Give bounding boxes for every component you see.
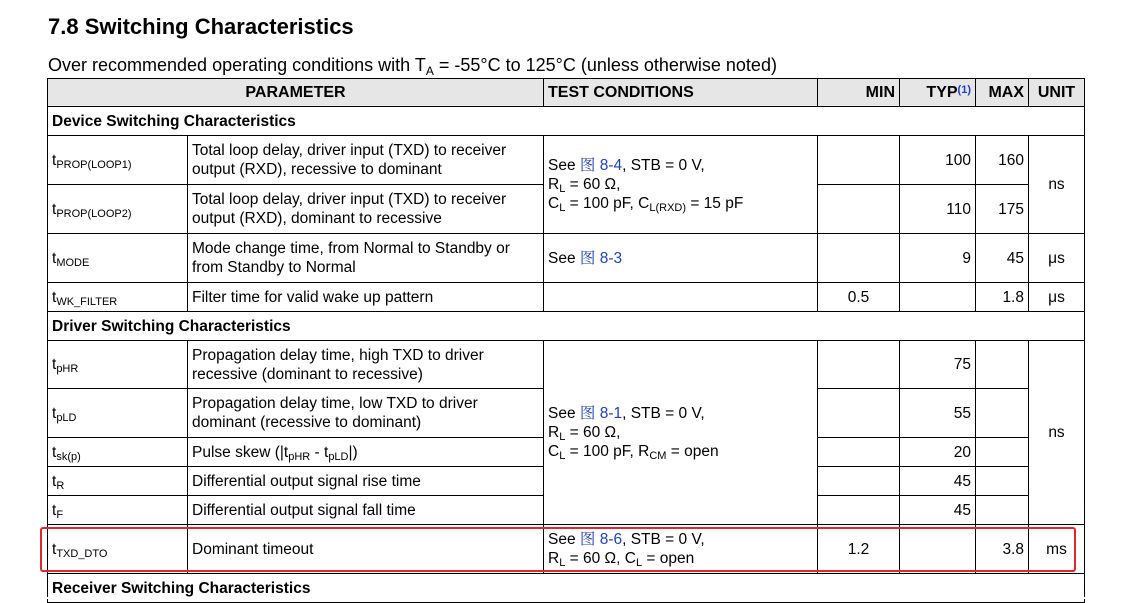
unit-value: ns xyxy=(1029,341,1085,525)
figure-link[interactable]: 图 8-3 xyxy=(579,249,623,267)
section-receiver: Receiver Switching Characteristics xyxy=(48,574,1085,603)
typ-value: 20 xyxy=(900,438,976,467)
param-description: Filter time for valid wake up pattern xyxy=(188,283,544,312)
test-condition xyxy=(544,283,818,312)
min-value xyxy=(818,389,900,438)
symbol-tr: $t_R$ xyxy=(48,467,188,496)
symbol-twk-filter: $t_{WK\_FILTER}$ xyxy=(48,283,188,312)
typ-value xyxy=(900,283,976,312)
section-row xyxy=(48,312,1085,341)
table-row xyxy=(48,136,1085,185)
symbol-tpld: $t_{pLD}$ xyxy=(48,389,188,438)
header-min: MIN xyxy=(818,79,900,107)
table-row xyxy=(48,283,1085,312)
min-value xyxy=(818,467,900,496)
symbol-tmode: $t_{MODE}$ xyxy=(48,234,188,283)
unit-value: μs xyxy=(1029,234,1085,283)
typ-value: 55 xyxy=(900,389,976,438)
table-header-row xyxy=(48,79,1085,107)
max-value xyxy=(976,341,1029,389)
header-max: MAX xyxy=(976,79,1029,107)
symbol-tprop-loop1: $t_{PROP(LOOP1)}$ xyxy=(48,136,188,185)
figure-link[interactable]: 图 8-4 xyxy=(579,157,623,174)
min-value xyxy=(818,234,900,283)
unit-value: ms xyxy=(1029,525,1085,574)
symbol-tphr: $t_{pHR}$ xyxy=(48,341,188,389)
section-driver: Driver Switching Characteristics xyxy=(48,312,1085,341)
symbol-tf: $t_F$ xyxy=(48,496,188,525)
param-description: Total loop delay, driver input (TXD) to receiver output (RXD), recessive to dominant xyxy=(188,136,544,185)
max-value: 1.8 xyxy=(976,283,1029,312)
param-description: Differential output signal rise time xyxy=(188,467,544,496)
unit-value: ns xyxy=(1029,136,1085,234)
switching-characteristics-table xyxy=(47,78,1085,603)
header-parameter: PARAMETER xyxy=(48,79,544,107)
section-device: Device Switching Characteristics xyxy=(48,107,1085,136)
min-value: 1.2 xyxy=(818,525,900,574)
operating-conditions-note: Over recommended operating conditions with $T_A = -55^\circ C$ to 125°C (unless otherwise noted) xyxy=(48,55,777,78)
test-condition: See 图 8-3 xyxy=(544,234,818,283)
test-condition: See 图 8-6, STB = 0 V, $R_L = 60$ Ω, $C_L$ = open xyxy=(544,525,818,574)
param-description: Propagation delay time, high TXD to driver recessive (dominant to recessive) xyxy=(188,341,544,389)
max-value xyxy=(976,467,1029,496)
typ-value: 45 xyxy=(900,496,976,525)
min-value xyxy=(818,496,900,525)
footnote-link[interactable]: (1) xyxy=(957,84,971,96)
test-condition: See 图 8-1, STB = 0 V, $R_L = 60$ Ω, $C_L = 100$ pF, $R_{CM}$ = open xyxy=(544,341,818,525)
param-description: Pulse skew $(|t_{pHR} - t_{pLD}|)$ xyxy=(188,438,544,467)
typ-value xyxy=(900,525,976,574)
table-row xyxy=(48,234,1085,283)
table-row-dominant-timeout xyxy=(48,525,1085,574)
min-value xyxy=(818,136,900,185)
typ-value: 9 xyxy=(900,234,976,283)
figure-link[interactable]: 图 8-1 xyxy=(579,405,623,422)
param-description: Mode change time, from Normal to Standby or from Standby to Normal xyxy=(188,234,544,283)
min-value xyxy=(818,185,900,234)
figure-link[interactable]: 图 8-6 xyxy=(579,531,623,548)
section-title: 7.8 Switching Characteristics xyxy=(48,14,354,39)
header-unit: UNIT xyxy=(1029,79,1085,107)
typ-value: 100 xyxy=(900,136,976,185)
symbol-tprop-loop2: $t_{PROP(LOOP2)}$ xyxy=(48,185,188,234)
min-value xyxy=(818,341,900,389)
min-value xyxy=(818,438,900,467)
typ-value: 75 xyxy=(900,341,976,389)
max-value: 175 xyxy=(976,185,1029,234)
symbol-ttxd-dto: $t_{TXD\_DTO}$ xyxy=(48,525,188,574)
param-description: Differential output signal fall time xyxy=(188,496,544,525)
test-condition: See 图 8-4, STB = 0 V, $R_L = 60$ Ω, $C_L = 100$ pF, $C_{L(RXD)} = 15$ pF xyxy=(544,136,818,234)
param-description: Total loop delay, driver input (TXD) to receiver output (RXD), dominant to recessive xyxy=(188,185,544,234)
typ-value: 110 xyxy=(900,185,976,234)
max-value: 3.8 xyxy=(976,525,1029,574)
unit-value: μs xyxy=(1029,283,1085,312)
min-value: 0.5 xyxy=(818,283,900,312)
max-value xyxy=(976,438,1029,467)
max-value xyxy=(976,496,1029,525)
symbol-tsk: $t_{sk(p)}$ xyxy=(48,438,188,467)
table-row xyxy=(48,341,1085,389)
max-value: 160 xyxy=(976,136,1029,185)
header-typ: TYP$^{(1)}$ xyxy=(900,79,976,107)
typ-value: 45 xyxy=(900,467,976,496)
max-value: 45 xyxy=(976,234,1029,283)
max-value xyxy=(976,389,1029,438)
section-row xyxy=(48,107,1085,136)
param-description: Propagation delay time, low TXD to driver dominant (recessive to dominant) xyxy=(188,389,544,438)
header-test-conditions: TEST CONDITIONS xyxy=(544,79,818,107)
param-description: Dominant timeout xyxy=(188,525,544,574)
